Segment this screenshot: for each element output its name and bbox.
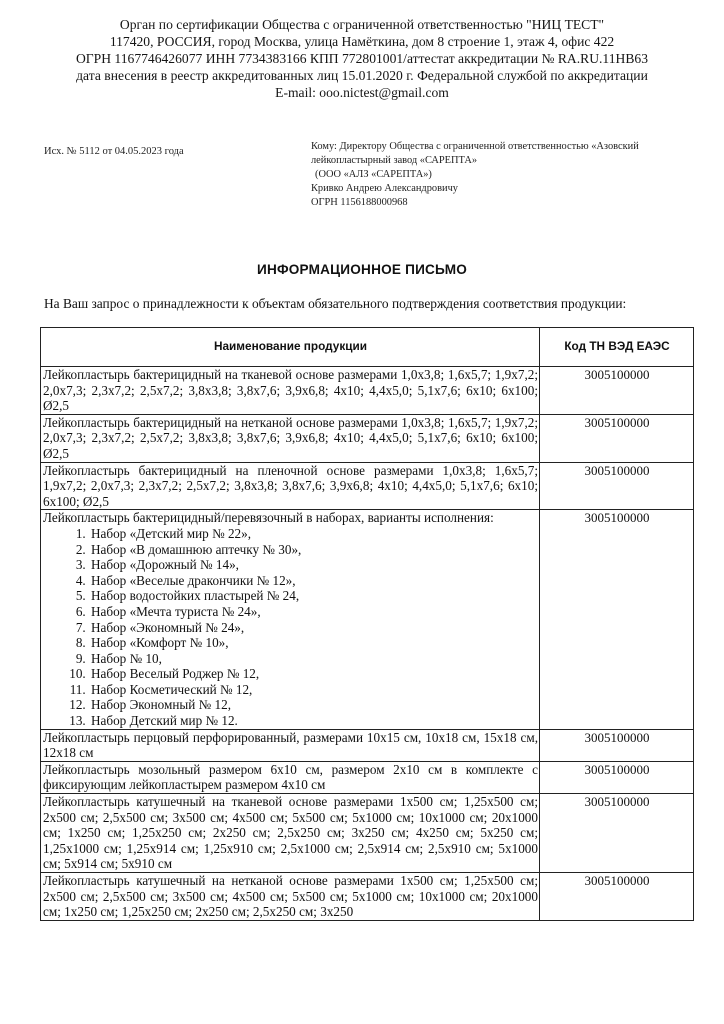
letterhead-address: 117420, РОССИЯ, город Москва, улица Намёткина, дом 8 строение 1, этаж 4, офис 422 <box>109 34 615 49</box>
kit-list-item: 8. Набор «Комфорт № 10», <box>89 635 538 651</box>
kit-list-item: 13. Набор Детский мир № 12. <box>89 713 538 729</box>
product-name-text: Лейкопластырь катушечный на нетканой основе размерами 1х500 см; 1,25х500 см; 2х500 см; 2,5х500 см; 3х500 см; 4х500 см; 5х500 см; 5х1000 см; 10х1000 см; 20х1000 см; 1х250 см; 1,25х250 см; 2х250 см; 2,5х250 см; 3х250 <box>43 873 538 920</box>
addressee-line: лейкопластырный завод «САРЕПТА» <box>311 155 478 166</box>
kit-list-item: 9. Набор № 10, <box>89 651 538 667</box>
letterhead-org-name: Орган по сертификации Общества с ограниченной ответственностью "НИЦ ТЕСТ" <box>119 17 605 32</box>
letterhead-email: E-mail: ooo.nictest@gmail.com <box>275 85 449 100</box>
product-name-cell: Лейкопластырь бактерицидный на пленочной основе размерами 1,0х3,8; 1,6х5,7; 1,9х7,2; 2,0х7,3; 2,3х7,2; 2,5х7,2; 3,8х3,8; 3,8х7,6; 3,9х6,8; 4х10; 4,4х5,0; 5,1х7,6; 6х10; 6х100; Ø2,5 <box>41 462 540 510</box>
product-code-cell: 3005100000 <box>540 761 694 793</box>
outgoing-reference: Исх. № 5112 от 04.05.2023 года <box>44 146 184 157</box>
table-row <box>41 367 694 415</box>
product-name-cell: Лейкопластырь бактерицидный на тканевой основе размерами 1,0х3,8; 1,6х5,7; 1,9х7,2; 2,0х7,3; 2,3х7,2; 2,5х7,2; 3,8х3,8; 3,8х7,6; 3,9х6,8; 4х10; 4,4х5,0; 5,1х7,6; 6х10; 6х100; Ø2,5 <box>41 367 540 415</box>
product-code-cell: 3005100000 <box>540 414 694 462</box>
product-name-cell: Лейкопластырь перцовый перфорированный, размерами 10х15 см, 10х18 см, 15х18 см, 12х18 см <box>41 729 540 761</box>
column-header-name: Наименование продукции <box>41 328 540 367</box>
products-table <box>40 327 694 921</box>
kit-list-item: 1. Набор «Детский мир № 22», <box>89 526 538 542</box>
kit-list-item: 6. Набор «Мечта туриста № 24», <box>89 604 538 620</box>
table-row <box>41 873 694 921</box>
addressee-line: Кому: Директору Общества с ограниченной ответственностью «Азовский <box>311 141 639 152</box>
addressee-line: Кривко Андрею Александровичу <box>311 183 458 194</box>
letterhead-registration: ОГРН 1167746426077 ИНН 7734383166 КПП 772801001/аттестат аккредитации № RA.RU.11НВ63 <box>75 51 648 66</box>
kit-list-item: 2. Набор «В домашнюю аптечку № 30», <box>89 542 538 558</box>
product-code-cell: 3005100000 <box>540 794 694 873</box>
product-code-cell: 3005100000 <box>540 462 694 510</box>
product-code-cell: 3005100000 <box>540 510 694 729</box>
product-name-cell <box>41 873 540 921</box>
kit-list-item: 7. Набор «Экономный № 24», <box>89 620 538 636</box>
product-code-cell: 3005100000 <box>540 729 694 761</box>
product-name-cell <box>41 510 540 729</box>
table-row <box>41 414 694 462</box>
column-header-code: Код ТН ВЭД ЕАЭС <box>540 328 694 367</box>
kit-list-item: 10. Набор Веселый Роджер № 12, <box>89 666 538 682</box>
table-row <box>41 510 694 729</box>
product-name-cell: Лейкопластырь бактерицидный на нетканой основе размерами 1,0х3,8; 1,6х5,7; 1,9х7,2; 2,0х7,3; 2,3х7,2; 2,5х7,2; 3,8х3,8; 3,8х7,6; 3,9х6,8; 4х10; 4,4х5,0; 5,1х7,6; 6х10; 6х100; Ø2,5 <box>41 414 540 462</box>
table-row <box>41 761 694 793</box>
table-row <box>41 462 694 510</box>
kit-list-item: 11. Набор Косметический № 12, <box>89 682 538 698</box>
product-code-cell: 3005100000 <box>540 367 694 415</box>
letterhead <box>0 16 724 101</box>
addressee-block <box>311 140 681 210</box>
table-row <box>41 794 694 873</box>
table-header-row <box>41 328 694 367</box>
letterhead-registry-date: дата внесения в реестр аккредитованных лиц 15.01.2020 г. Федеральной службой по аккредитации <box>76 68 648 83</box>
kit-list-item: 3. Набор «Дорожный № 14», <box>89 557 538 573</box>
kit-intro-text: Лейкопластырь бактерицидный/перевязочный в наборах, варианты исполнения: <box>43 510 494 526</box>
intro-text: На Ваш запрос о принадлежности к объектам обязательного подтверждения соответствия продукции: <box>44 296 627 311</box>
addressee-line: (ООО «АЛЗ «САРЕПТА») <box>315 169 432 180</box>
product-code-cell: 3005100000 <box>540 873 694 921</box>
kit-list-item: 5. Набор водостойких пластырей № 24, <box>89 588 538 604</box>
product-name-cell: Лейкопластырь катушечный на тканевой основе размерами 1х500 см; 1,25х500 см; 2х500 см; 2,5х500 см; 3х500 см; 4х500 см; 5х500 см; 5х1000 см; 10х1000 см; 20х1000 см; 1х250 см; 1,25х250 см; 2х250 см; 2,5х250 см; 3х250 см; 4х250 см; 5х250 см; 1,25х1000 см; 1,25х914 см; 1,25х910 см; 2,5х1000 см; 2,5х914 см; 2,5х910 см; 5х1000 см; 5х914 см; 5х910 см <box>41 794 540 873</box>
kit-list-item: 12. Набор Экономный № 12, <box>89 697 538 713</box>
addressee-line: ОГРН 1156188000968 <box>311 197 408 208</box>
product-name-cell: Лейкопластырь мозольный размером 6х10 см, размером 2х10 см в комплекте с фиксирующим лейкопластырем размером 4х10 см <box>41 761 540 793</box>
letter-title: ИНФОРМАЦИОННОЕ ПИСЬМО <box>256 262 467 277</box>
kit-list <box>43 526 538 729</box>
kit-list-item: 4. Набор «Веселые дракончики № 12», <box>89 573 538 589</box>
table-row <box>41 729 694 761</box>
